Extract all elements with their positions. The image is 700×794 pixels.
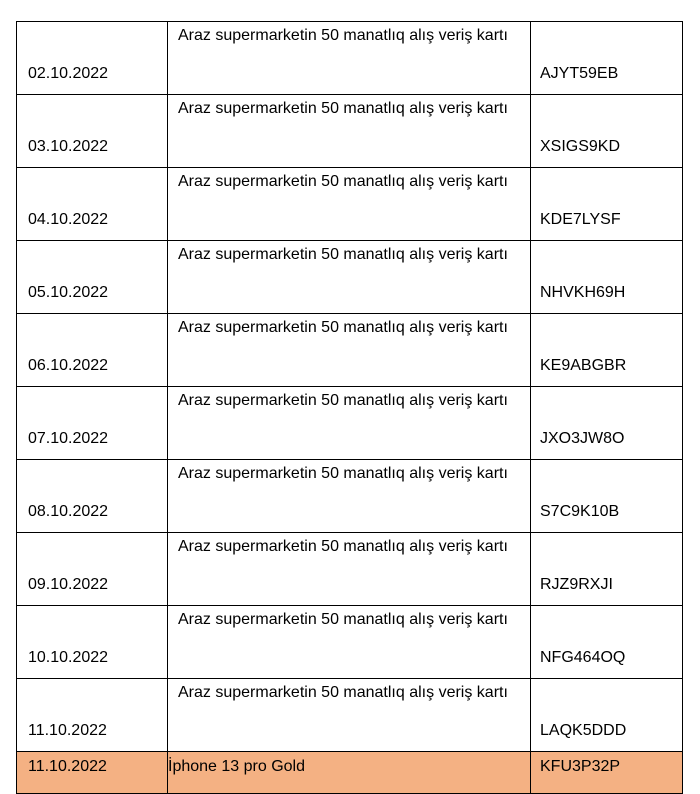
date-cell: 05.10.2022 (17, 241, 168, 314)
prize-winners-table (16, 21, 683, 794)
date-cell: 06.10.2022 (17, 314, 168, 387)
code-cell: JXO3JW8O (531, 387, 683, 460)
date-cell: 10.10.2022 (17, 606, 168, 679)
prize-cell: Araz supermarketin 50 manatlıq alış veriş kartı (168, 241, 531, 314)
date-cell: 02.10.2022 (17, 22, 168, 95)
prize-cell: Araz supermarketin 50 manatlıq alış veriş kartı (168, 460, 531, 533)
code-cell: LAQK5DDD (531, 679, 683, 752)
date-cell: 07.10.2022 (17, 387, 168, 460)
code-cell: S7C9K10B (531, 460, 683, 533)
prize-cell: Araz supermarketin 50 manatlıq alış veriş kartı (168, 22, 531, 95)
code-cell: KFU3P32P (531, 752, 683, 794)
table-row (17, 460, 683, 533)
code-cell: KDE7LYSF (531, 168, 683, 241)
code-cell: XSIGS9KD (531, 95, 683, 168)
table-row (17, 168, 683, 241)
date-cell: 11.10.2022 (17, 679, 168, 752)
table-row (17, 606, 683, 679)
table-row-highlighted (17, 752, 683, 794)
date-cell: 08.10.2022 (17, 460, 168, 533)
code-cell: RJZ9RXJI (531, 533, 683, 606)
date-cell: 03.10.2022 (17, 95, 168, 168)
table-body (17, 22, 683, 794)
prize-cell: İphone 13 pro Gold (168, 752, 531, 794)
table-row (17, 241, 683, 314)
code-cell: AJYT59EB (531, 22, 683, 95)
date-cell: 11.10.2022 (17, 752, 168, 794)
prize-cell: Araz supermarketin 50 manatlıq alış veriş kartı (168, 533, 531, 606)
prize-cell: Araz supermarketin 50 manatlıq alış veriş kartı (168, 314, 531, 387)
date-cell: 09.10.2022 (17, 533, 168, 606)
table-row (17, 95, 683, 168)
code-cell: NFG464OQ (531, 606, 683, 679)
prize-cell: Araz supermarketin 50 manatlıq alış veriş kartı (168, 387, 531, 460)
code-cell: KE9ABGBR (531, 314, 683, 387)
table-row (17, 22, 683, 95)
table-row (17, 314, 683, 387)
date-cell: 04.10.2022 (17, 168, 168, 241)
prize-cell: Araz supermarketin 50 manatlıq alış veriş kartı (168, 95, 531, 168)
prize-cell: Araz supermarketin 50 manatlıq alış veriş kartı (168, 679, 531, 752)
code-cell: NHVKH69H (531, 241, 683, 314)
prize-cell: Araz supermarketin 50 manatlıq alış veriş kartı (168, 606, 531, 679)
prize-cell: Araz supermarketin 50 manatlıq alış veriş kartı (168, 168, 531, 241)
table-row (17, 679, 683, 752)
table-row (17, 533, 683, 606)
table-row (17, 387, 683, 460)
